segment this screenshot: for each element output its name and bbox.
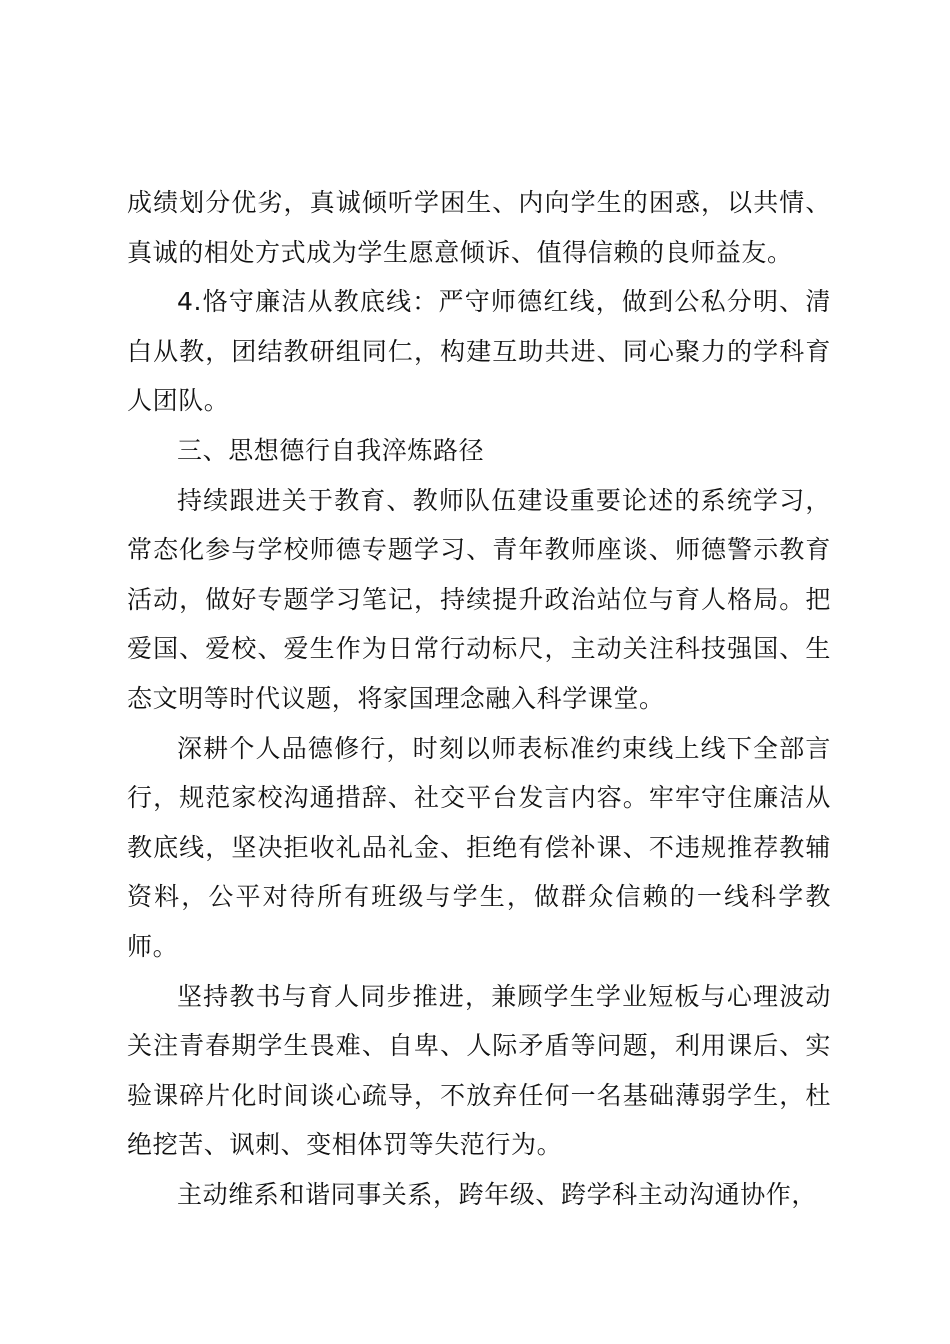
paragraph-integrity: 4.恪守廉洁从教底线：严守师德红线，做到公私分明、清白从教，团结教研组同仁，构建互助共进、同心聚力的学科育人团队。 xyxy=(127,287,831,416)
paragraph-study: 持续跟进关于教育、教师队伍建设重要论述的系统学习，常态化参与学校师德专题学习、青年教师座谈、师德警示教育活动，做好专题学习笔记，持续提升政治站位与育人格局。把爱国、爱校、爱生作为日常行动标尺，主动关注科技强国、生态文明等时代议题，将家国理念融入科学课堂。 xyxy=(127,485,831,713)
paragraph-colleagues: 主动维系和谐同事关系，跨年级、跨学科主动沟通协作， xyxy=(177,1179,818,1209)
paragraph-morality: 深耕个人品德修行，时刻以师表标准约束线上线下全部言行，规范家校沟通措辞、社交平台发言内容。牢牢守住廉洁从教底线，坚决拒收礼品礼金、拒绝有偿补课、不违规推荐教辅资料，公平对待所有班级与学生，做群众信赖的一线科学教师。 xyxy=(127,733,831,961)
paragraph-teaching: 坚持教书与育人同步推进，兼顾学生学业短板与心理波动关注青春期学生畏难、自卑、人际矛盾等问题，利用课后、实验课碎片化时间谈心疏导，不放弃任何一名基础薄弱学生，杜绝挖苦、讽刺、变相体罚等失范行为。 xyxy=(127,981,831,1160)
document-body xyxy=(127,178,831,1219)
section-heading-3: 三、思想德行自我淬炼路径 xyxy=(177,435,485,465)
paragraph-continuation: 成绩划分优劣，真诚倾听学困生、内向学生的困惑，以共情、真诚的相处方式成为学生愿意倾诉、值得信赖的良师益友。 xyxy=(127,188,831,267)
